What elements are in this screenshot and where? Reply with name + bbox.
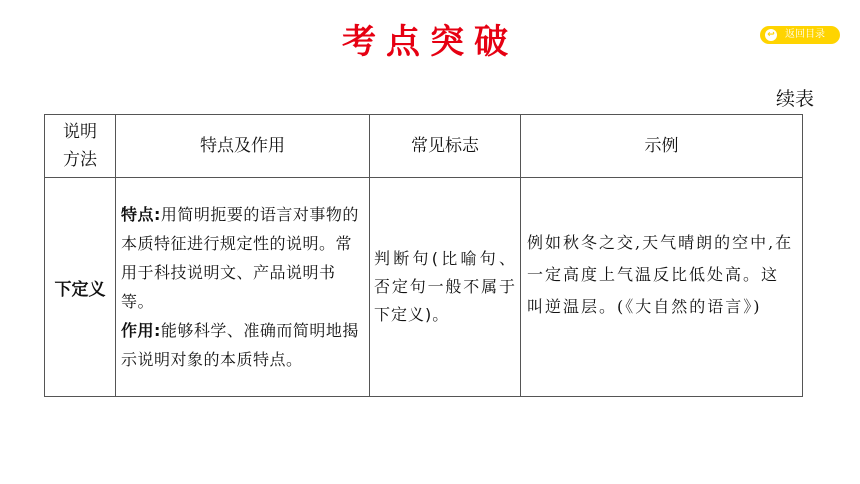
return-arrow-icon: ↩	[765, 29, 777, 41]
table-row	[45, 178, 803, 397]
signs-cell: 判断句(比喻句、否定句一般不属于下定义)。	[370, 178, 521, 397]
feature-text: 用简明扼要的语言对事物的本质特征进行规定性的说明。常用于科技说明文、产品说明书等。	[121, 205, 359, 311]
feature-cell	[116, 178, 370, 397]
header-method: 说明方法	[45, 115, 116, 178]
effect-text: 能够科学、准确而简明地揭示说明对象的本质特点。	[121, 321, 359, 369]
method-cell: 下定义	[45, 178, 116, 397]
example-text: 例如秋冬之交,天气晴朗的空中,在一定高度上气温反比低处高。这叫逆温层。(《大自然的语言》)	[527, 233, 794, 316]
continued-table-label: 续表	[775, 88, 814, 110]
header-example: 示例	[521, 115, 803, 178]
table-header-row	[45, 115, 803, 178]
header-feature: 特点及作用	[116, 115, 370, 178]
header-signs: 常见标志	[370, 115, 521, 178]
feature-label: 特点:	[121, 205, 161, 224]
back-to-contents-button[interactable]	[760, 26, 840, 44]
back-button-label: 返回目录	[785, 29, 825, 40]
example-cell	[521, 178, 803, 397]
explanation-methods-table	[44, 114, 803, 397]
page-title: 考点突破	[342, 22, 518, 62]
effect-label: 作用:	[121, 321, 161, 340]
